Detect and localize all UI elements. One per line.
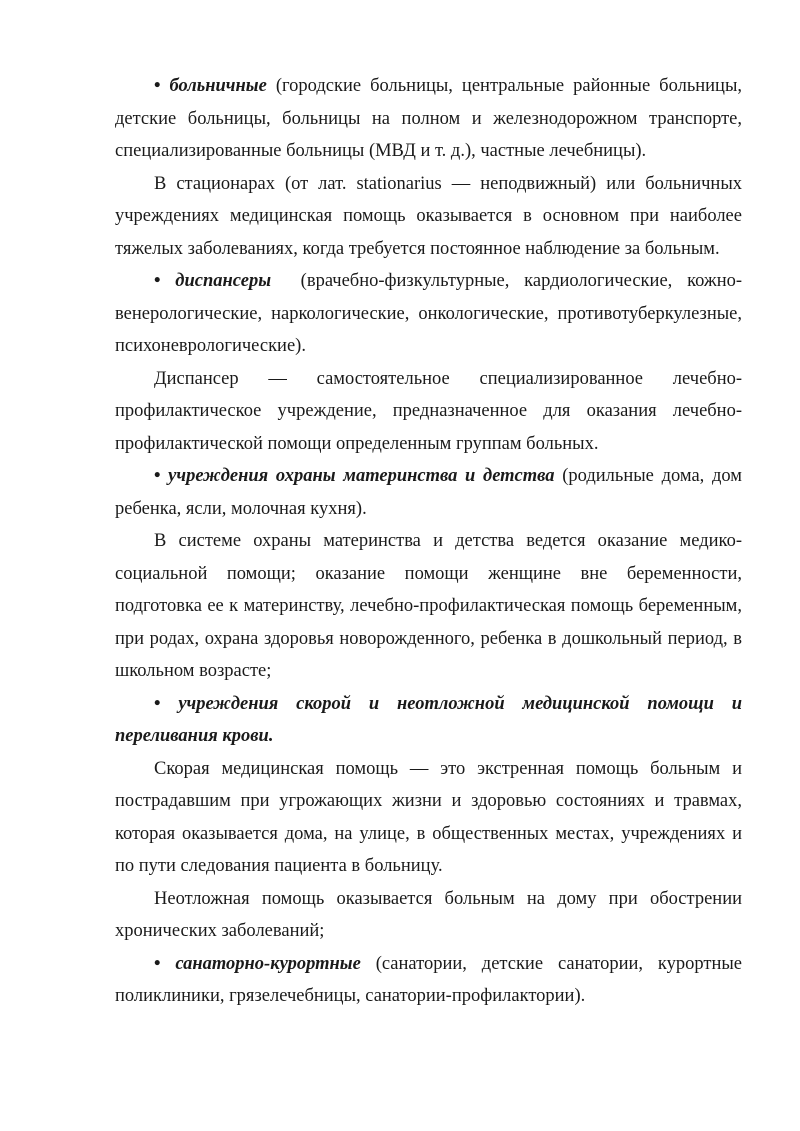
paragraph-text: (городские больницы, центральные районные больницы, детские больницы, больницы на полном и железнодорожном транспорте, специализированные больницы (МВД и т. д.), частные лечебницы). bbox=[115, 76, 743, 161]
paragraph-urgent-care bbox=[115, 883, 742, 948]
bullet-marker: • bbox=[154, 953, 161, 974]
paragraph-dispensary-definition bbox=[115, 363, 742, 461]
term-emergency-institutions: учреждения скорой и неотложной медицинской помощи и переливания крови. bbox=[115, 693, 742, 746]
paragraph-maternity-system bbox=[115, 525, 742, 688]
term-dispensaries: диспансеры bbox=[175, 271, 272, 291]
paragraph-text: В стационарах (от лат. stationarius — неподвижный) или больничных учреждениях медицинская помощь оказывается в основном при наиболее тяжелых заболеваниях, когда требуется постоянное наблюдение за больным. bbox=[115, 173, 742, 259]
paragraph-ambulance-definition bbox=[115, 753, 742, 883]
paragraph-dispensaries bbox=[115, 265, 742, 363]
paragraph-text: В системе охраны материнства и детства ведется оказание медико-социальной помощи; оказание помощи женщине вне беременности, подготовка ее к материнству, лечебно-профилактическая помощь беременным, при родах, охрана здоровья новорожденного, ребенка в дошкольный период, в школьном возрасте; bbox=[115, 531, 742, 681]
term-hospitals: больничные bbox=[169, 76, 267, 96]
paragraph-stationary-care bbox=[115, 168, 742, 266]
paragraph-sanatorium bbox=[115, 948, 742, 1013]
paragraph-text: Неотложная помощь оказывается больным на дому при обострении хронических заболеваний; bbox=[115, 888, 742, 941]
bullet-marker: • bbox=[154, 271, 161, 291]
paragraph-hospitals bbox=[115, 70, 742, 168]
document-body bbox=[115, 70, 742, 1013]
paragraph-text: Скорая медицинская помощь — это экстренная помощь больным и пострадавшим при угрожающих жизни и здоровью состояниях и травмах, которая оказывается дома, на улице, в общественных местах, учреждениях и по пути следования пациента в больницу. bbox=[115, 758, 742, 876]
paragraph-text: (врачебно-физкультурные, кардиологические, кожно-венерологические, наркологические, онкологические, противотуберкулезные, психоневрологические). bbox=[115, 271, 743, 356]
bullet-marker: • bbox=[154, 693, 161, 714]
bullet-marker: • bbox=[154, 466, 161, 486]
paragraph-text: (санатории, детские санатории, курортные поликлиники, грязелечебницы, санатории-профилактории). bbox=[115, 953, 743, 1006]
bullet-marker: • bbox=[154, 76, 161, 96]
paragraph-maternity-institutions bbox=[115, 460, 742, 525]
paragraph-emergency-institutions bbox=[115, 688, 742, 753]
term-sanatorium: санаторно-курортные bbox=[175, 953, 361, 974]
paragraph-text: Диспансер — самостоятельное специализированное лечебно-профилактическое учреждение, предназначенное для оказания лечебно-профилактической помощи определенным группам больных. bbox=[115, 368, 742, 454]
term-maternity-institutions: учреждения охраны материнства и детства bbox=[168, 466, 555, 486]
paragraph-text: (родильные дома, дом ребенка, ясли, молочная кухня). bbox=[115, 466, 742, 519]
